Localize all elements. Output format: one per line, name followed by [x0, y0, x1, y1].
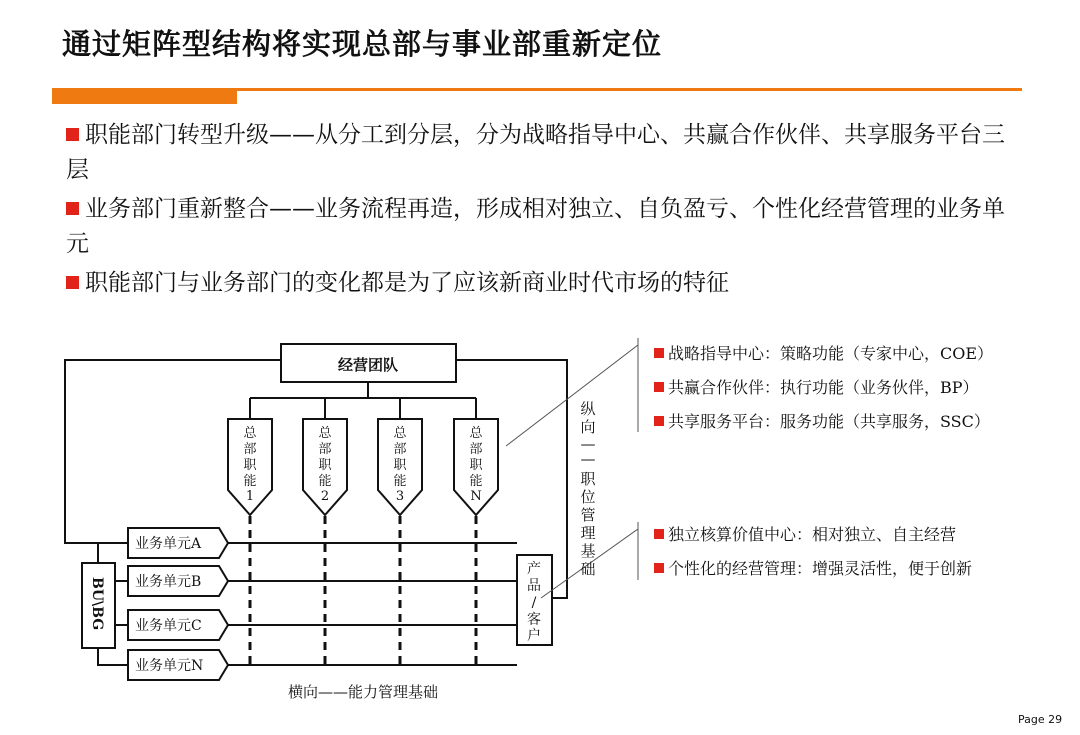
vertical-label-char: — [580, 435, 596, 453]
page-number: Page 29 [1018, 713, 1063, 726]
horizontal-label: 横向——能力管理基础 [288, 683, 439, 701]
function-1-char: 职 [243, 458, 257, 473]
vertical-label-char: 管 [580, 506, 596, 524]
vertical-label-char: 位 [580, 488, 596, 506]
product-customer-char: 户 [527, 628, 541, 644]
right-note-bottom-2: 个性化的经营管理：增强灵活性，便于创新 [654, 559, 972, 579]
function-3-char: 部 [393, 442, 407, 457]
bullet-square-icon [654, 382, 664, 392]
function-n-char: 总 [469, 426, 483, 441]
vertical-label-char: 纵 [580, 400, 596, 418]
vertical-label-char: 基 [580, 542, 596, 560]
function-3-char: 3 [395, 489, 405, 504]
bullet-item-2: 业务部门重新整合——业务流程再造，形成相对独立、自负盈亏、个性化经营管理的业务单元 [66, 196, 1005, 257]
function-1-char: 总 [243, 426, 257, 441]
function-3-char: 总 [393, 426, 407, 441]
vertical-label-char: 理 [580, 524, 596, 542]
unit-label-b: 业务单元B [135, 574, 202, 590]
bullet-square-icon [654, 563, 664, 573]
page-title: 通过矩阵型结构将实现总部与事业部重新定位 [62, 27, 663, 61]
function-2-char: 2 [320, 489, 330, 504]
right-note-bottom-1: 独立核算价值中心：相对独立、自主经营 [654, 525, 956, 545]
function-n-char: N [470, 489, 482, 504]
vertical-label-char: 职 [580, 470, 596, 488]
function-3-char: 能 [393, 474, 407, 489]
right-note-top-1: 战略指导中心：策略功能（专家中心，COE） [654, 344, 993, 364]
bullet-square-icon [654, 348, 664, 358]
product-customer-char: 品 [527, 578, 541, 594]
unit-label-c: 业务单元C [135, 618, 202, 634]
bullet-item-3: 职能部门与业务部门的变化都是为了应该新商业时代市场的特征 [66, 266, 1026, 301]
bullet-square-icon [654, 529, 664, 539]
unit-label-n: 业务单元N [135, 658, 204, 674]
function-2-char: 部 [318, 442, 332, 457]
function-2-char: 能 [318, 474, 332, 489]
product-customer-char: / [531, 595, 537, 611]
product-customer-char: 客 [527, 612, 541, 628]
bullet-item-1: 职能部门转型升级——从分工到分层，分为战略指导中心、共赢合作伙伴、共享服务平台三层 [66, 122, 1005, 183]
function-1-char: 能 [243, 474, 257, 489]
function-2-char: 职 [318, 458, 332, 473]
function-n-char: 职 [469, 458, 483, 473]
bu-bg-label: BU\BG [89, 577, 105, 631]
function-n-char: 能 [469, 474, 483, 489]
function-n-char: 部 [469, 442, 483, 457]
function-2-char: 总 [318, 426, 332, 441]
right-note-top-3: 共享服务平台：服务功能（共享服务，SSC） [654, 412, 990, 432]
vertical-label-char: — [580, 450, 596, 468]
team-label: 经营团队 [337, 356, 399, 374]
bullet-square-icon [654, 416, 664, 426]
unit-label-a: 业务单元A [135, 536, 202, 552]
function-1-char: 部 [243, 442, 257, 457]
product-customer-char: 产 [527, 561, 541, 577]
function-1-char: 1 [245, 489, 255, 504]
right-note-top-2: 共赢合作伙伴：执行功能（业务伙伴，BP） [654, 378, 979, 398]
function-3-char: 职 [393, 458, 407, 473]
vertical-label-char: 础 [580, 560, 596, 578]
vertical-label-char: 向 [580, 418, 596, 436]
